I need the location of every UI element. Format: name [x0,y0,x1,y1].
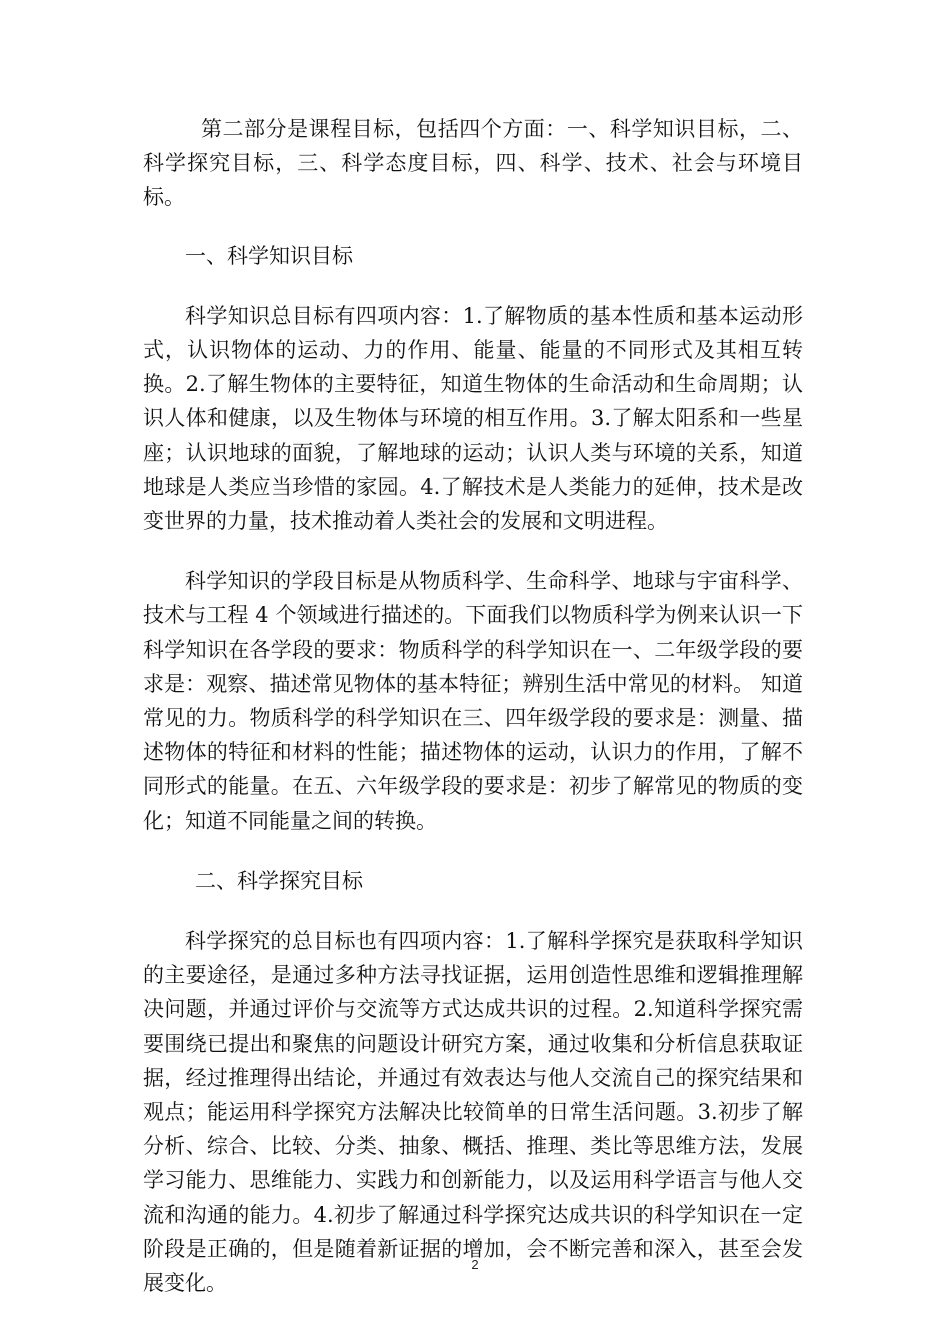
science-inquiry-overall-paragraph: 科学探究的总目标也有四项内容：1.了解科学探究是获取科学知识的主要途径，是通过多种方法寻找证据，运用创造性思维和逻辑推理解决问题，并通过评价与交流等方式达成共识的过程。2.知道科学探究需要围绕已提出和聚焦的问题设计研究方案，通过收集和分析信息获取证据，经过推理得出结论，并通过有效表达与他人交流自己的探究结果和观点；能运用科学探究方法解决比较简单的日常生活问题。3.初步了解分析、综合、比较、分类、抽象、概括、推理、类比等思维方法，发展学习能力、思维能力、实践力和创新能力，以及运用科学语言与他人交流和沟通的能力。4.初步了解通过科学探究达成共识的科学知识在一定阶段是正确的，但是随着新证据的增加，会不断完善和深入，甚至会发展变化。 [143,929,803,1296]
document-body [143,112,803,1300]
section-heading-science-knowledge: 一、科学知识目标 [185,243,353,268]
science-knowledge-overall-paragraph: 科学知识总目标有四项内容：1.了解物质的基本性质和基本运动形式，认识物体的运动、力的作用、能量、能量的不同形式及其相互转换。2.了解生物体的主要特征，知道生物体的生命活动和生命周期；认识人体和健康，以及生物体与环境的相互作用。3.了解太阳系和一些星座；认识地球的面貌，了解地球的运动；认识人类与环境的关系，知道地球是人类应当珍惜的家园。4.了解技术是人类能力的延伸，技术是改变世界的力量，技术推动着人类社会的发展和文明进程。 [143,303,803,534]
science-knowledge-stage-paragraph: 科学知识的学段目标是从物质科学、生命科学、地球与宇宙科学、技术与工程 4 个领域进行描述的。下面我们以物质科学为例来认识一下科学知识在各学段的要求：物质科学的科学知识在一、二年级学段的要求是：观察、描述常见物体的基本特征；辨别生活中常见的材料。 知道常见的力。物质科学的科学知识在三、四年级学段的要求是：测量、描述物体的特征和材料的性能；描述物体的运动，认识力的作用，了解不同形式的能量。在五、六年级学段的要求是：初步了解常见的物质的变化；知道不同能量之间的转换。 [143,569,803,833]
section-heading-science-inquiry: 二、科学探究目标 [195,868,363,893]
intro-paragraph: 第二部分是课程目标，包括四个方面：一、科学知识目标，二、科学探究目标，三、科学态度目标，四、科学、技术、社会与环境目标。 [143,117,803,210]
page-number: 2 [471,1257,479,1272]
